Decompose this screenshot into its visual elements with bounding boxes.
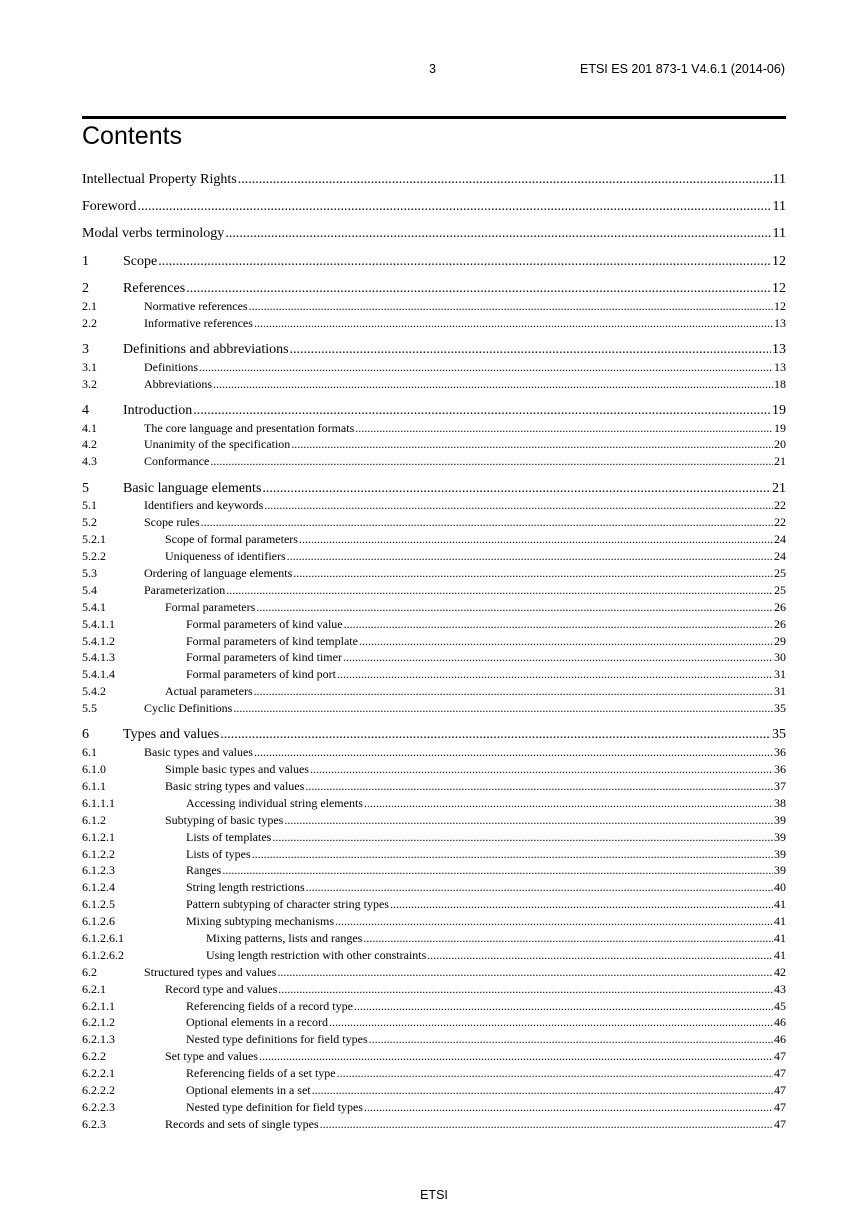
toc-entry[interactable] [82, 599, 786, 616]
toc-entry-page: 40 [774, 880, 786, 895]
toc-entry[interactable] [82, 913, 786, 930]
toc-entry-page: 38 [774, 795, 786, 810]
toc-entry[interactable] [82, 565, 786, 582]
toc-entry-number: 4.1 [82, 420, 97, 435]
toc-entry-number: 6.2.2.1 [82, 1066, 115, 1081]
toc-entry-title: Record type and values [165, 981, 278, 996]
toc-entry[interactable] [82, 930, 786, 947]
toc-entry-leader [291, 436, 773, 453]
toc-entry-title: Ranges [186, 863, 222, 878]
toc-entry-number: 6.1.2.1 [82, 829, 115, 844]
toc-entry-number: 4 [82, 402, 89, 418]
toc-entry-page: 35 [772, 727, 786, 743]
toc-entry-number: 6 [82, 727, 89, 743]
toc-entry-title: Uniqueness of identifiers [165, 549, 286, 564]
toc-entry-title: Simple basic types and values [165, 762, 309, 777]
toc-entry-title: Basic types and values [144, 745, 253, 760]
toc-entry-page: 30 [774, 650, 786, 665]
toc-entry-leader [213, 376, 773, 393]
toc-entry[interactable] [82, 795, 786, 812]
toc-entry-number: 5.4.1.4 [82, 667, 115, 682]
toc-entry-page: 43 [774, 981, 786, 996]
toc-entry-page: 46 [774, 1032, 786, 1047]
toc-entry-number: 5.2.2 [82, 549, 106, 564]
toc-entry-number: 6.1.2.6.2 [82, 947, 124, 962]
toc-entry-leader [220, 727, 771, 744]
toc-entry-leader [201, 514, 773, 531]
toc-entry-number: 3.2 [82, 376, 97, 391]
toc-entry-page: 39 [774, 829, 786, 844]
toc-entry-title: Basic language elements [123, 480, 262, 496]
toc-entry[interactable] [82, 1048, 786, 1065]
toc-entry-title: Nested type definitions for field types [186, 1032, 368, 1047]
toc-entry-title: Mixing subtyping mechanisms [186, 914, 334, 929]
toc-entry-title: Modal verbs terminology [82, 226, 225, 242]
toc-entry-page: 29 [774, 633, 786, 648]
toc-entry-leader [193, 403, 771, 420]
toc-entry-leader [222, 862, 773, 879]
toc-entry[interactable] [82, 727, 786, 744]
toc-entry-page: 41 [774, 931, 786, 945]
toc-entry-number: 5.4.2 [82, 684, 106, 699]
toc-entry-title: References [123, 280, 186, 296]
toc-entry[interactable] [82, 420, 786, 437]
toc-entry-number: 5.4.1.1 [82, 616, 115, 631]
toc-entry[interactable] [82, 1065, 786, 1082]
toc-entry-page: 31 [774, 684, 786, 699]
toc-entry-leader [252, 846, 773, 863]
toc-entry[interactable] [82, 616, 786, 633]
toc-entry-leader [359, 633, 773, 650]
toc-entry-leader [210, 453, 773, 470]
toc-entry-leader [354, 998, 773, 1015]
toc-entry-leader [272, 829, 773, 846]
toc-entry-page: 13 [772, 341, 786, 357]
toc-entry-leader [226, 582, 773, 599]
page-title: Contents [82, 122, 183, 150]
toc-entry-title: Scope [123, 253, 158, 269]
toc-entry[interactable] [82, 436, 786, 453]
toc-entry[interactable] [82, 761, 786, 778]
toc-entry-leader [306, 879, 773, 896]
toc-entry-title: Set type and values [165, 1049, 258, 1064]
toc-entry-page: 41 [774, 897, 786, 912]
title-rule [82, 116, 786, 119]
toc-entry[interactable] [82, 778, 786, 795]
toc-entry-title: Abbreviations [144, 376, 212, 391]
toc-entry[interactable] [82, 896, 786, 913]
toc-entry-title: Introduction [123, 402, 193, 418]
toc-entry-page: 18 [774, 376, 786, 391]
toc-entry-leader [344, 616, 773, 633]
toc-entry-page: 47 [774, 1066, 786, 1081]
toc-entry[interactable] [82, 254, 786, 271]
toc-entry-title: Normative references [144, 298, 248, 313]
toc-entry-leader [312, 1082, 773, 1099]
toc-entry-title: Optional elements in a set [186, 1083, 311, 1098]
toc-entry-page: 47 [774, 1049, 786, 1064]
toc-entry-page: 35 [774, 701, 786, 716]
toc-entry-page: 22 [774, 515, 786, 530]
toc-entry-leader [277, 964, 773, 981]
toc-entry[interactable] [82, 964, 786, 981]
toc-entry-title: Formal parameters of kind timer [186, 650, 342, 665]
toc-entry-title: Records and sets of single types [165, 1116, 319, 1131]
toc-entry[interactable] [82, 403, 786, 420]
toc-entry-leader [262, 481, 771, 498]
toc-entry-number: 4.3 [82, 454, 97, 469]
toc-entry-page: 11 [772, 172, 786, 187]
toc-entry-number: 6.2.2 [82, 1049, 106, 1064]
toc-entry-leader [284, 812, 773, 829]
toc-entry-page: 24 [774, 549, 786, 564]
toc-entry-leader [329, 1014, 773, 1031]
toc-entry-title: Structured types and values [144, 964, 277, 979]
toc-entry-number: 2.1 [82, 298, 97, 313]
toc-entry[interactable] [82, 342, 786, 359]
toc-entry[interactable] [82, 1116, 786, 1133]
toc-entry-number: 5.2 [82, 515, 97, 530]
toc-entry-leader [290, 342, 771, 359]
toc-entry-page: 26 [774, 599, 786, 614]
toc-entry-title: Intellectual Property Rights [82, 172, 237, 187]
toc-entry-title: The core language and presentation formats [144, 420, 355, 435]
toc-entry-title: Foreword [82, 199, 137, 215]
toc-entry-title: Subtyping of basic types [165, 812, 284, 827]
toc-entry-title: Pattern subtyping of character string types [186, 897, 389, 912]
toc-entry[interactable] [82, 633, 786, 650]
toc-entry-page: 12 [772, 253, 786, 269]
toc-entry-leader [264, 497, 773, 514]
toc-entry[interactable] [82, 582, 786, 599]
toc-entry-leader [427, 947, 773, 964]
toc-entry-number: 5 [82, 480, 89, 496]
toc-entry-title: Referencing fields of a record type [186, 998, 353, 1013]
toc-entry-page: 31 [774, 667, 786, 682]
toc-entry-title: Formal parameters of kind value [186, 616, 343, 631]
toc-entry[interactable] [82, 998, 786, 1015]
toc-entry-number: 6.1 [82, 745, 97, 760]
toc-entry-page: 25 [774, 582, 786, 597]
toc-entry-leader [287, 548, 773, 565]
toc-entry-leader [254, 315, 773, 332]
toc-entry-number: 5.5 [82, 701, 97, 716]
toc-entry[interactable] [82, 879, 786, 896]
toc-entry-page: 47 [774, 1099, 786, 1114]
toc-entry-number: 6.1.2.4 [82, 880, 115, 895]
toc-entry-leader [259, 1048, 773, 1065]
toc-entry-page: 37 [774, 778, 786, 793]
toc-entry-page: 41 [774, 914, 786, 929]
header-document-id: ETSI ES 201 873-1 V4.6.1 (2014-06) [580, 62, 785, 76]
toc-entry-title: Lists of types [186, 846, 251, 861]
toc-entry-leader [278, 981, 773, 998]
toc-entry-page: 47 [774, 1116, 786, 1131]
toc-entry-number: 6.1.2.6 [82, 914, 115, 929]
toc-entry-leader [256, 599, 773, 616]
toc-entry[interactable] [82, 744, 786, 761]
toc-entry[interactable] [82, 1031, 786, 1048]
toc-entry[interactable] [82, 947, 786, 964]
toc-entry-number: 5.2.1 [82, 532, 106, 547]
toc-entry-number: 5.4 [82, 582, 97, 597]
toc-entry-page: 47 [774, 1083, 786, 1098]
toc-entry-title: Using length restriction with other constraints [206, 947, 427, 962]
toc-entry-number: 3 [82, 341, 89, 357]
toc-entry-page: 11 [772, 199, 786, 215]
toc-entry-title: Scope rules [144, 515, 200, 530]
toc-entry-leader [254, 744, 773, 761]
toc-entry-page: 13 [774, 359, 786, 374]
toc-entry-page: 21 [774, 454, 786, 469]
table-of-contents [82, 172, 786, 1133]
toc-entry-title: Conformance [144, 454, 210, 469]
toc-entry-number: 6.2.3 [82, 1116, 106, 1131]
toc-entry[interactable] [82, 315, 786, 332]
toc-entry-leader [238, 172, 772, 189]
toc-entry-leader [364, 1099, 773, 1116]
toc-entry-number: 4.2 [82, 437, 97, 452]
toc-entry-page: 42 [774, 964, 786, 979]
header-page-number: 3 [429, 62, 436, 76]
toc-entry-title: Formal parameters of kind template [186, 633, 358, 648]
toc-entry[interactable] [82, 514, 786, 531]
toc-entry[interactable] [82, 812, 786, 829]
toc-entry-number: 6.2.1 [82, 981, 106, 996]
toc-entry-number: 6.1.1.1 [82, 795, 115, 810]
toc-entry-page: 39 [774, 846, 786, 861]
toc-entry-page: 11 [772, 226, 786, 242]
toc-entry[interactable] [82, 548, 786, 565]
toc-entry-number: 6.2.1.3 [82, 1032, 115, 1047]
toc-entry-number: 2.2 [82, 315, 97, 330]
toc-entry-leader [369, 1031, 773, 1048]
toc-entry-leader [233, 700, 773, 717]
toc-entry-page: 19 [774, 420, 786, 435]
toc-entry-title: Ordering of language elements [144, 566, 293, 580]
toc-entry[interactable] [82, 846, 786, 863]
toc-entry-number: 5.3 [82, 566, 97, 580]
toc-entry-title: Referencing fields of a set type [186, 1066, 336, 1081]
toc-entry-title: Cyclic Definitions [144, 701, 233, 716]
toc-entry-title: String length restrictions [186, 880, 305, 895]
toc-entry-leader [363, 930, 773, 947]
toc-entry-leader [343, 649, 773, 666]
toc-entry-page: 41 [774, 947, 786, 962]
toc-entry-page: 25 [774, 566, 786, 580]
toc-entry-number: 6.1.1 [82, 778, 106, 793]
toc-entry[interactable] [82, 666, 786, 683]
toc-entry-leader [158, 254, 771, 271]
toc-entry-page: 46 [774, 1015, 786, 1030]
toc-entry-title: Definitions [144, 359, 198, 374]
toc-entry-title: Formal parameters [165, 599, 256, 614]
toc-entry-title: Formal parameters of kind port [186, 667, 336, 682]
toc-entry[interactable] [82, 1099, 786, 1116]
toc-entry[interactable] [82, 298, 786, 315]
toc-entry[interactable] [82, 683, 786, 700]
toc-entry-number: 5.1 [82, 498, 97, 513]
toc-entry[interactable] [82, 1014, 786, 1031]
toc-entry-number: 6.1.2.6.1 [82, 931, 124, 945]
toc-entry-number: 3.1 [82, 359, 97, 374]
toc-entry-page: 21 [772, 480, 786, 496]
footer-etsi: ETSI [420, 1188, 448, 1202]
toc-entry[interactable] [82, 453, 786, 470]
toc-entry[interactable] [82, 497, 786, 514]
toc-entry-number: 2 [82, 280, 89, 296]
toc-entry-number: 6.1.2.5 [82, 897, 115, 912]
toc-entry[interactable] [82, 199, 786, 216]
toc-entry[interactable] [82, 981, 786, 998]
toc-entry-number: 6.1.0 [82, 762, 106, 777]
toc-entry-leader [355, 420, 773, 437]
toc-entry-leader [249, 298, 773, 315]
toc-entry-title: Scope of formal parameters [165, 532, 298, 547]
toc-entry[interactable] [82, 829, 786, 846]
toc-entry[interactable] [82, 649, 786, 666]
toc-entry-page: 39 [774, 863, 786, 878]
toc-entry-title: Identifiers and keywords [144, 498, 264, 513]
toc-entry-number: 6.2 [82, 964, 97, 979]
toc-entry-page: 20 [774, 437, 786, 452]
toc-entry-title: Definitions and abbreviations [123, 341, 289, 357]
toc-entry[interactable] [82, 700, 786, 717]
toc-entry-leader [137, 199, 771, 216]
toc-entry-leader [299, 531, 773, 548]
toc-entry-leader [364, 795, 773, 812]
toc-entry[interactable] [82, 531, 786, 548]
toc-entry-leader [225, 226, 771, 243]
toc-entry-title: Mixing patterns, lists and ranges [206, 931, 363, 945]
toc-entry-leader [186, 281, 771, 298]
toc-entry-number: 1 [82, 253, 89, 269]
toc-entry-leader [293, 565, 773, 582]
toc-entry[interactable] [82, 172, 786, 189]
toc-entry[interactable] [82, 226, 786, 243]
toc-entry[interactable] [82, 1082, 786, 1099]
toc-entry-leader [390, 896, 773, 913]
toc-entry-leader [199, 359, 773, 376]
toc-entry-title: Parameterization [144, 582, 226, 597]
toc-entry[interactable] [82, 359, 786, 376]
toc-entry-page: 19 [772, 402, 786, 418]
toc-entry-page: 26 [774, 616, 786, 631]
toc-entry-number: 6.1.2.3 [82, 863, 115, 878]
toc-entry-title: Accessing individual string elements [186, 795, 363, 810]
toc-entry-number: 6.2.2.2 [82, 1083, 115, 1098]
toc-entry[interactable] [82, 281, 786, 298]
toc-entry-title: Basic string types and values [165, 778, 305, 793]
toc-entry-title: Types and values [123, 727, 220, 743]
toc-entry-leader [335, 913, 773, 930]
toc-entry-number: 6.1.2.2 [82, 846, 115, 861]
toc-entry[interactable] [82, 862, 786, 879]
toc-entry-page: 13 [774, 315, 786, 330]
toc-entry-leader [337, 1065, 773, 1082]
toc-entry-title: Informative references [144, 315, 253, 330]
toc-entry-page: 45 [774, 998, 786, 1013]
toc-entry-leader [320, 1116, 773, 1133]
toc-entry-leader [310, 761, 773, 778]
toc-entry-title: Actual parameters [165, 684, 253, 699]
toc-entry-page: 12 [772, 280, 786, 296]
toc-entry-page: 36 [774, 745, 786, 760]
toc-entry[interactable] [82, 481, 786, 498]
toc-entry-page: 24 [774, 532, 786, 547]
toc-entry-title: Unanimity of the specification [144, 437, 291, 452]
toc-entry-number: 6.2.1.1 [82, 998, 115, 1013]
toc-entry-number: 6.2.1.2 [82, 1015, 115, 1030]
toc-entry-number: 6.1.2 [82, 812, 106, 827]
toc-entry-number: 5.4.1.2 [82, 633, 115, 648]
toc-entry-number: 5.4.1.3 [82, 650, 115, 665]
toc-entry-leader [254, 683, 773, 700]
toc-entry-number: 5.4.1 [82, 599, 106, 614]
toc-entry-page: 39 [774, 812, 786, 827]
toc-entry-number: 6.2.2.3 [82, 1099, 115, 1114]
toc-entry-page: 22 [774, 498, 786, 513]
toc-entry[interactable] [82, 376, 786, 393]
toc-entry-title: Nested type definition for field types [186, 1099, 363, 1114]
toc-entry-leader [337, 666, 773, 683]
toc-entry-page: 12 [774, 298, 786, 313]
toc-entry-page: 36 [774, 762, 786, 777]
toc-entry-title: Optional elements in a record [186, 1015, 328, 1030]
toc-entry-leader [305, 778, 773, 795]
toc-entry-title: Lists of templates [186, 829, 272, 844]
